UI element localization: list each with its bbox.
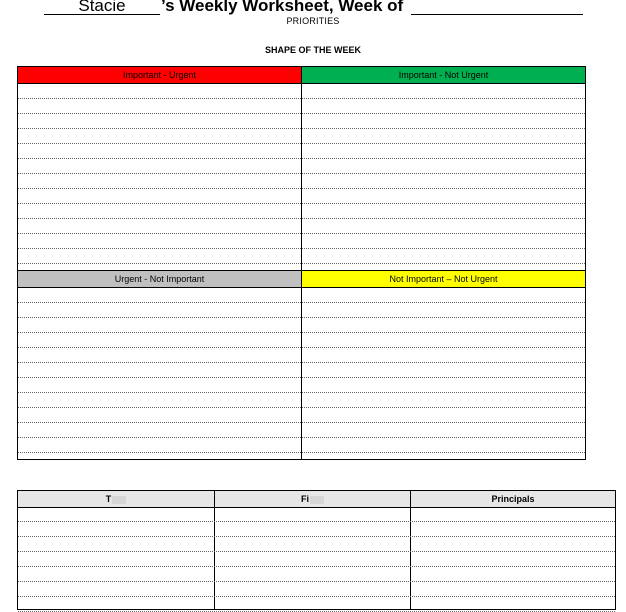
table-row[interactable]: [18, 552, 615, 567]
writing-line[interactable]: [18, 363, 301, 378]
quadrant-header: Important - Not Urgent: [302, 67, 585, 84]
quadrant-not-important-not-urgent: [302, 270, 585, 459]
writing-line[interactable]: [18, 393, 301, 408]
subtitle: PRIORITIES: [286, 16, 340, 26]
column-header: Principals: [491, 494, 535, 504]
writing-line[interactable]: [302, 408, 585, 423]
table-row[interactable]: [18, 567, 615, 582]
writing-line[interactable]: [302, 234, 585, 249]
writing-line[interactable]: [18, 204, 301, 219]
quadrant-header: Important - Urgent: [18, 67, 301, 84]
writing-line[interactable]: [302, 84, 585, 99]
writing-line[interactable]: [302, 129, 585, 144]
writing-line[interactable]: [302, 303, 585, 318]
column-header-label: Fi: [301, 494, 309, 504]
writing-line[interactable]: [18, 84, 301, 99]
writing-line[interactable]: [18, 234, 301, 249]
writing-line[interactable]: [302, 144, 585, 159]
writing-line[interactable]: [302, 204, 585, 219]
writing-line[interactable]: [302, 348, 585, 363]
writing-line[interactable]: [18, 249, 301, 264]
table-row[interactable]: [18, 582, 615, 597]
table-row[interactable]: [18, 597, 615, 612]
writing-line[interactable]: [18, 129, 301, 144]
writing-line[interactable]: [302, 333, 585, 348]
priority-matrix: [17, 66, 586, 460]
week-of-field[interactable]: [411, 0, 583, 15]
writing-line[interactable]: [18, 438, 301, 453]
quadrant-important-not-urgent: [302, 67, 585, 270]
bottom-table: [17, 490, 616, 610]
column-header: [215, 491, 410, 507]
writing-line[interactable]: [18, 219, 301, 234]
quadrant-urgent-not-important: [18, 270, 302, 459]
quadrant-rows: [302, 288, 585, 453]
writing-line[interactable]: [18, 318, 301, 333]
writing-line[interactable]: [302, 249, 585, 264]
writing-line[interactable]: [18, 408, 301, 423]
table-rows: [18, 507, 615, 612]
writing-line[interactable]: [18, 114, 301, 129]
writing-line[interactable]: [18, 423, 301, 438]
writing-line[interactable]: [18, 189, 301, 204]
writing-line[interactable]: [18, 288, 301, 303]
writing-line[interactable]: [302, 114, 585, 129]
writing-line[interactable]: [18, 378, 301, 393]
writing-line[interactable]: [18, 99, 301, 114]
table-row[interactable]: [18, 537, 615, 552]
quadrant-header: Not Important – Not Urgent: [302, 271, 585, 288]
writing-line[interactable]: [302, 378, 585, 393]
section-title: SHAPE OF THE WEEK: [264, 45, 361, 55]
redacted-text: [112, 496, 126, 504]
table-row[interactable]: [18, 522, 615, 537]
writing-line[interactable]: [18, 333, 301, 348]
writing-line[interactable]: [302, 318, 585, 333]
writing-line[interactable]: [18, 159, 301, 174]
writing-line[interactable]: [302, 438, 585, 453]
writing-line[interactable]: [302, 423, 585, 438]
writing-line[interactable]: [18, 348, 301, 363]
name-field[interactable]: [44, 0, 160, 15]
quadrant-rows: [18, 84, 301, 264]
writing-line[interactable]: [302, 174, 585, 189]
name-value: Stacie: [78, 0, 126, 15]
writing-line[interactable]: [302, 363, 585, 378]
writing-line[interactable]: [18, 174, 301, 189]
writing-line[interactable]: [302, 99, 585, 114]
quadrant-rows: [18, 288, 301, 453]
quadrant-header: Urgent - Not Important: [18, 271, 301, 288]
writing-line[interactable]: [302, 288, 585, 303]
writing-line[interactable]: [302, 159, 585, 174]
redacted-text: [310, 496, 324, 504]
quadrant-rows: [302, 84, 585, 264]
table-row[interactable]: [18, 507, 615, 522]
title-text: ’s Weekly Worksheet, Week of: [161, 0, 404, 15]
column-header-label: T: [105, 494, 112, 504]
writing-line[interactable]: [302, 189, 585, 204]
writing-line[interactable]: [302, 219, 585, 234]
column-header: [18, 491, 214, 507]
writing-line[interactable]: [18, 144, 301, 159]
quadrant-important-urgent: [18, 67, 302, 270]
writing-line[interactable]: [302, 393, 585, 408]
writing-line[interactable]: [18, 303, 301, 318]
